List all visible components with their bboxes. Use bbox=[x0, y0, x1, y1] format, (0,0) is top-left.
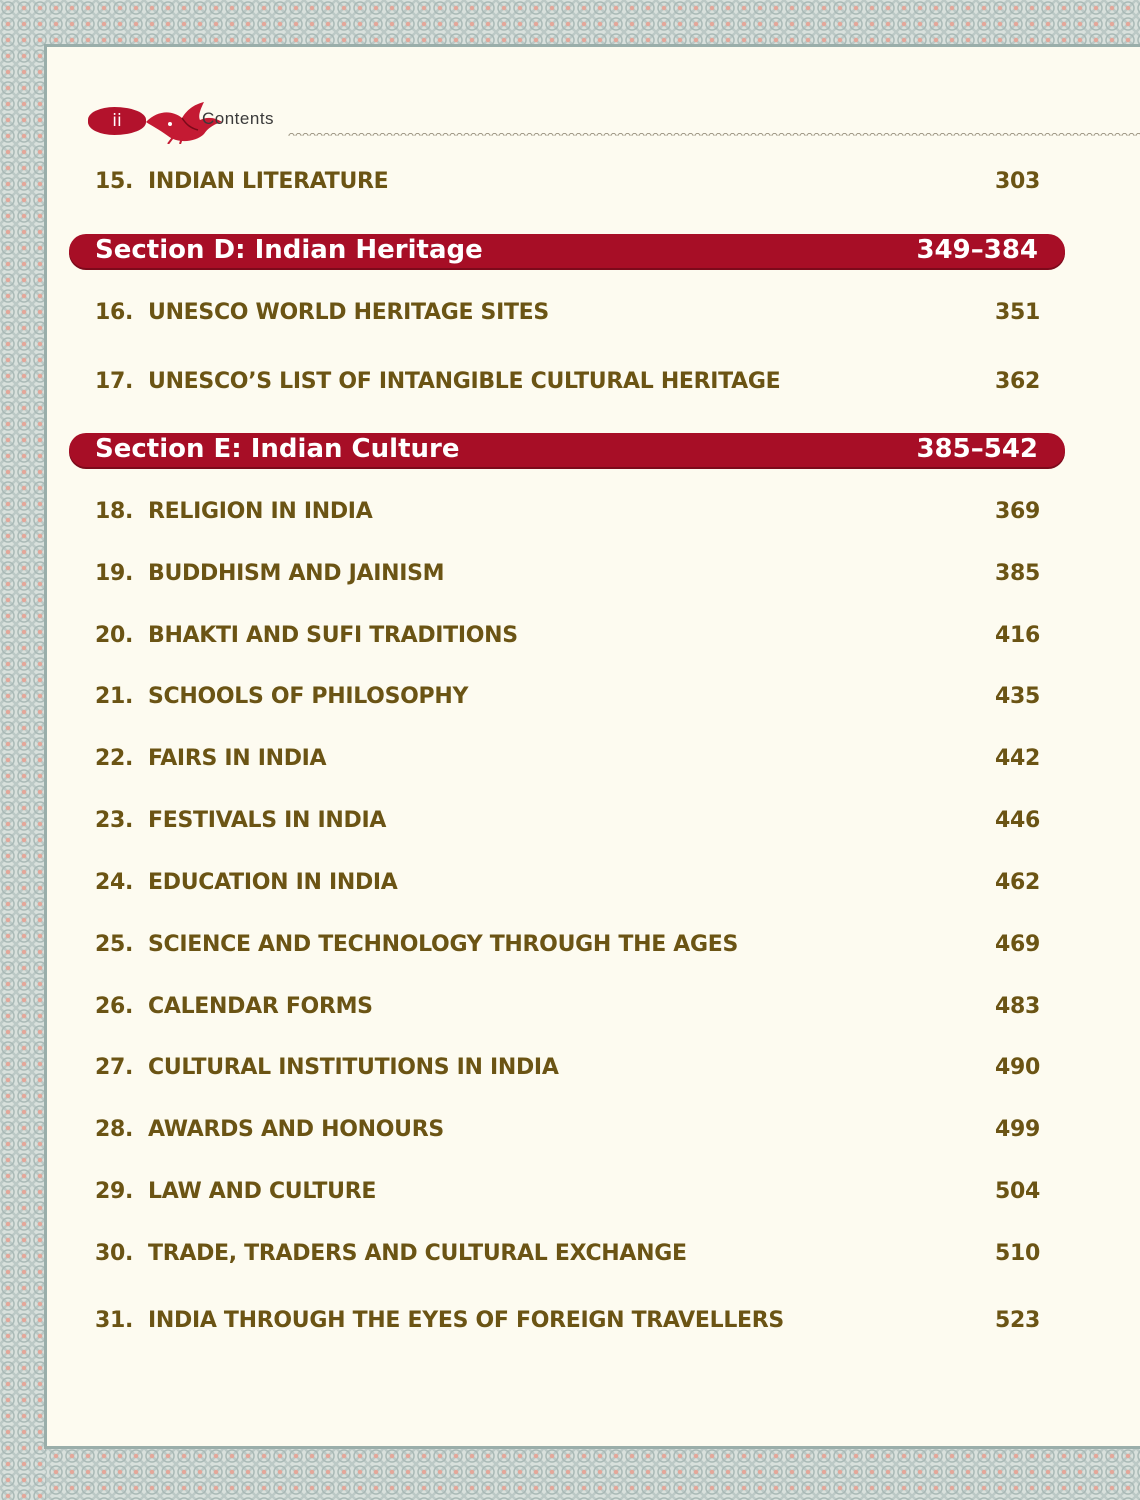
page-number: 303 bbox=[994, 169, 1040, 194]
toc-entry[interactable] bbox=[95, 684, 1040, 714]
toc-entry[interactable] bbox=[95, 1179, 1040, 1209]
page-number: 504 bbox=[994, 1179, 1040, 1204]
page-number: 446 bbox=[994, 808, 1040, 833]
chapter-number: 27. bbox=[95, 1055, 134, 1080]
chapter-number: 19. bbox=[95, 561, 134, 586]
chapter-number: 16. bbox=[95, 300, 134, 325]
chapter-title: EDUCATION IN INDIA bbox=[148, 870, 398, 895]
page-number: 462 bbox=[994, 870, 1040, 895]
header-rule bbox=[288, 130, 1140, 136]
page-header bbox=[88, 102, 1140, 142]
chapter-number: 25. bbox=[95, 932, 134, 957]
page-number-badge: ii bbox=[88, 107, 146, 135]
chapter-title: AWARDS AND HONOURS bbox=[148, 1117, 444, 1142]
section-title: Section D: Indian Heritage bbox=[95, 235, 483, 265]
page-number: 369 bbox=[994, 499, 1040, 524]
page-number: 490 bbox=[994, 1055, 1040, 1080]
toc-entry[interactable] bbox=[95, 369, 1040, 399]
toc-entry[interactable] bbox=[95, 1117, 1040, 1147]
page-number: 442 bbox=[994, 746, 1040, 771]
border-line-top bbox=[46, 44, 1140, 47]
chapter-title: RELIGION IN INDIA bbox=[148, 499, 373, 524]
page-number: 523 bbox=[994, 1308, 1040, 1333]
chapter-title: BHAKTI AND SUFI TRADITIONS bbox=[148, 623, 518, 648]
toc-entry[interactable] bbox=[95, 1241, 1040, 1271]
chapter-number: 21. bbox=[95, 684, 134, 709]
toc-entry[interactable] bbox=[95, 623, 1040, 653]
border-line-left bbox=[44, 44, 47, 1449]
section-d-header[interactable] bbox=[69, 234, 1065, 268]
chapter-title: UNESCO’S LIST OF INTANGIBLE CULTURAL HERITAGE bbox=[148, 369, 781, 394]
toc-entry[interactable] bbox=[95, 300, 1040, 330]
chapter-number: 23. bbox=[95, 808, 134, 833]
decorative-border-top bbox=[0, 0, 1140, 46]
toc-entry[interactable] bbox=[95, 1308, 1040, 1338]
chapter-title: TRADE, TRADERS AND CULTURAL EXCHANGE bbox=[148, 1241, 687, 1266]
chapter-title: CULTURAL INSTITUTIONS IN INDIA bbox=[148, 1055, 559, 1080]
header-label: Contents bbox=[202, 109, 275, 128]
chapter-number: 30. bbox=[95, 1241, 134, 1266]
chapter-title: FESTIVALS IN INDIA bbox=[148, 808, 387, 833]
chapter-title: SCIENCE AND TECHNOLOGY THROUGH THE AGES bbox=[148, 932, 739, 957]
chapter-number: 28. bbox=[95, 1117, 134, 1142]
page-number: 416 bbox=[994, 623, 1040, 648]
section-page-range: 385–542 bbox=[916, 434, 1038, 464]
chapter-number: 26. bbox=[95, 994, 134, 1019]
chapter-title: INDIAN LITERATURE bbox=[148, 169, 389, 194]
page-number: 435 bbox=[994, 684, 1040, 709]
chapter-number: 29. bbox=[95, 1179, 134, 1204]
toc-entry[interactable] bbox=[95, 499, 1040, 529]
toc-entry[interactable] bbox=[95, 561, 1040, 591]
chapter-number: 24. bbox=[95, 870, 134, 895]
chapter-title: BUDDHISM AND JAINISM bbox=[148, 561, 445, 586]
decorative-border-left bbox=[0, 0, 46, 1500]
chapter-title: CALENDAR FORMS bbox=[148, 994, 373, 1019]
page-number: 385 bbox=[994, 561, 1040, 586]
toc-entry[interactable] bbox=[95, 870, 1040, 900]
chapter-number: 15. bbox=[95, 169, 134, 194]
toc-entry[interactable] bbox=[95, 169, 1040, 199]
chapter-number: 31. bbox=[95, 1308, 134, 1333]
chapter-title: SCHOOLS OF PHILOSOPHY bbox=[148, 684, 469, 709]
page-number: 362 bbox=[994, 369, 1040, 394]
page-number: 469 bbox=[994, 932, 1040, 957]
page-number: 499 bbox=[994, 1117, 1040, 1142]
chapter-title: LAW AND CULTURE bbox=[148, 1179, 377, 1204]
toc-entry[interactable] bbox=[95, 932, 1040, 962]
section-title: Section E: Indian Culture bbox=[95, 434, 460, 464]
chapter-number: 18. bbox=[95, 499, 134, 524]
toc-entry[interactable] bbox=[95, 746, 1040, 776]
page-number: 483 bbox=[994, 994, 1040, 1019]
toc-entry[interactable] bbox=[95, 994, 1040, 1024]
toc-entry[interactable] bbox=[95, 1055, 1040, 1085]
page-number: 510 bbox=[994, 1241, 1040, 1266]
section-page-range: 349–384 bbox=[916, 235, 1038, 265]
chapter-title: FAIRS IN INDIA bbox=[148, 746, 327, 771]
chapter-number: 17. bbox=[95, 369, 134, 394]
border-line-bottom bbox=[46, 1446, 1140, 1449]
chapter-number: 22. bbox=[95, 746, 134, 771]
chapter-title: INDIA THROUGH THE EYES OF FOREIGN TRAVELLERS bbox=[148, 1308, 784, 1333]
toc-entry[interactable] bbox=[95, 808, 1040, 838]
page-number: 351 bbox=[994, 300, 1040, 325]
chapter-title: UNESCO WORLD HERITAGE SITES bbox=[148, 300, 549, 325]
decorative-border-bottom bbox=[0, 1448, 1140, 1500]
chapter-number: 20. bbox=[95, 623, 134, 648]
section-e-header[interactable] bbox=[69, 433, 1065, 467]
